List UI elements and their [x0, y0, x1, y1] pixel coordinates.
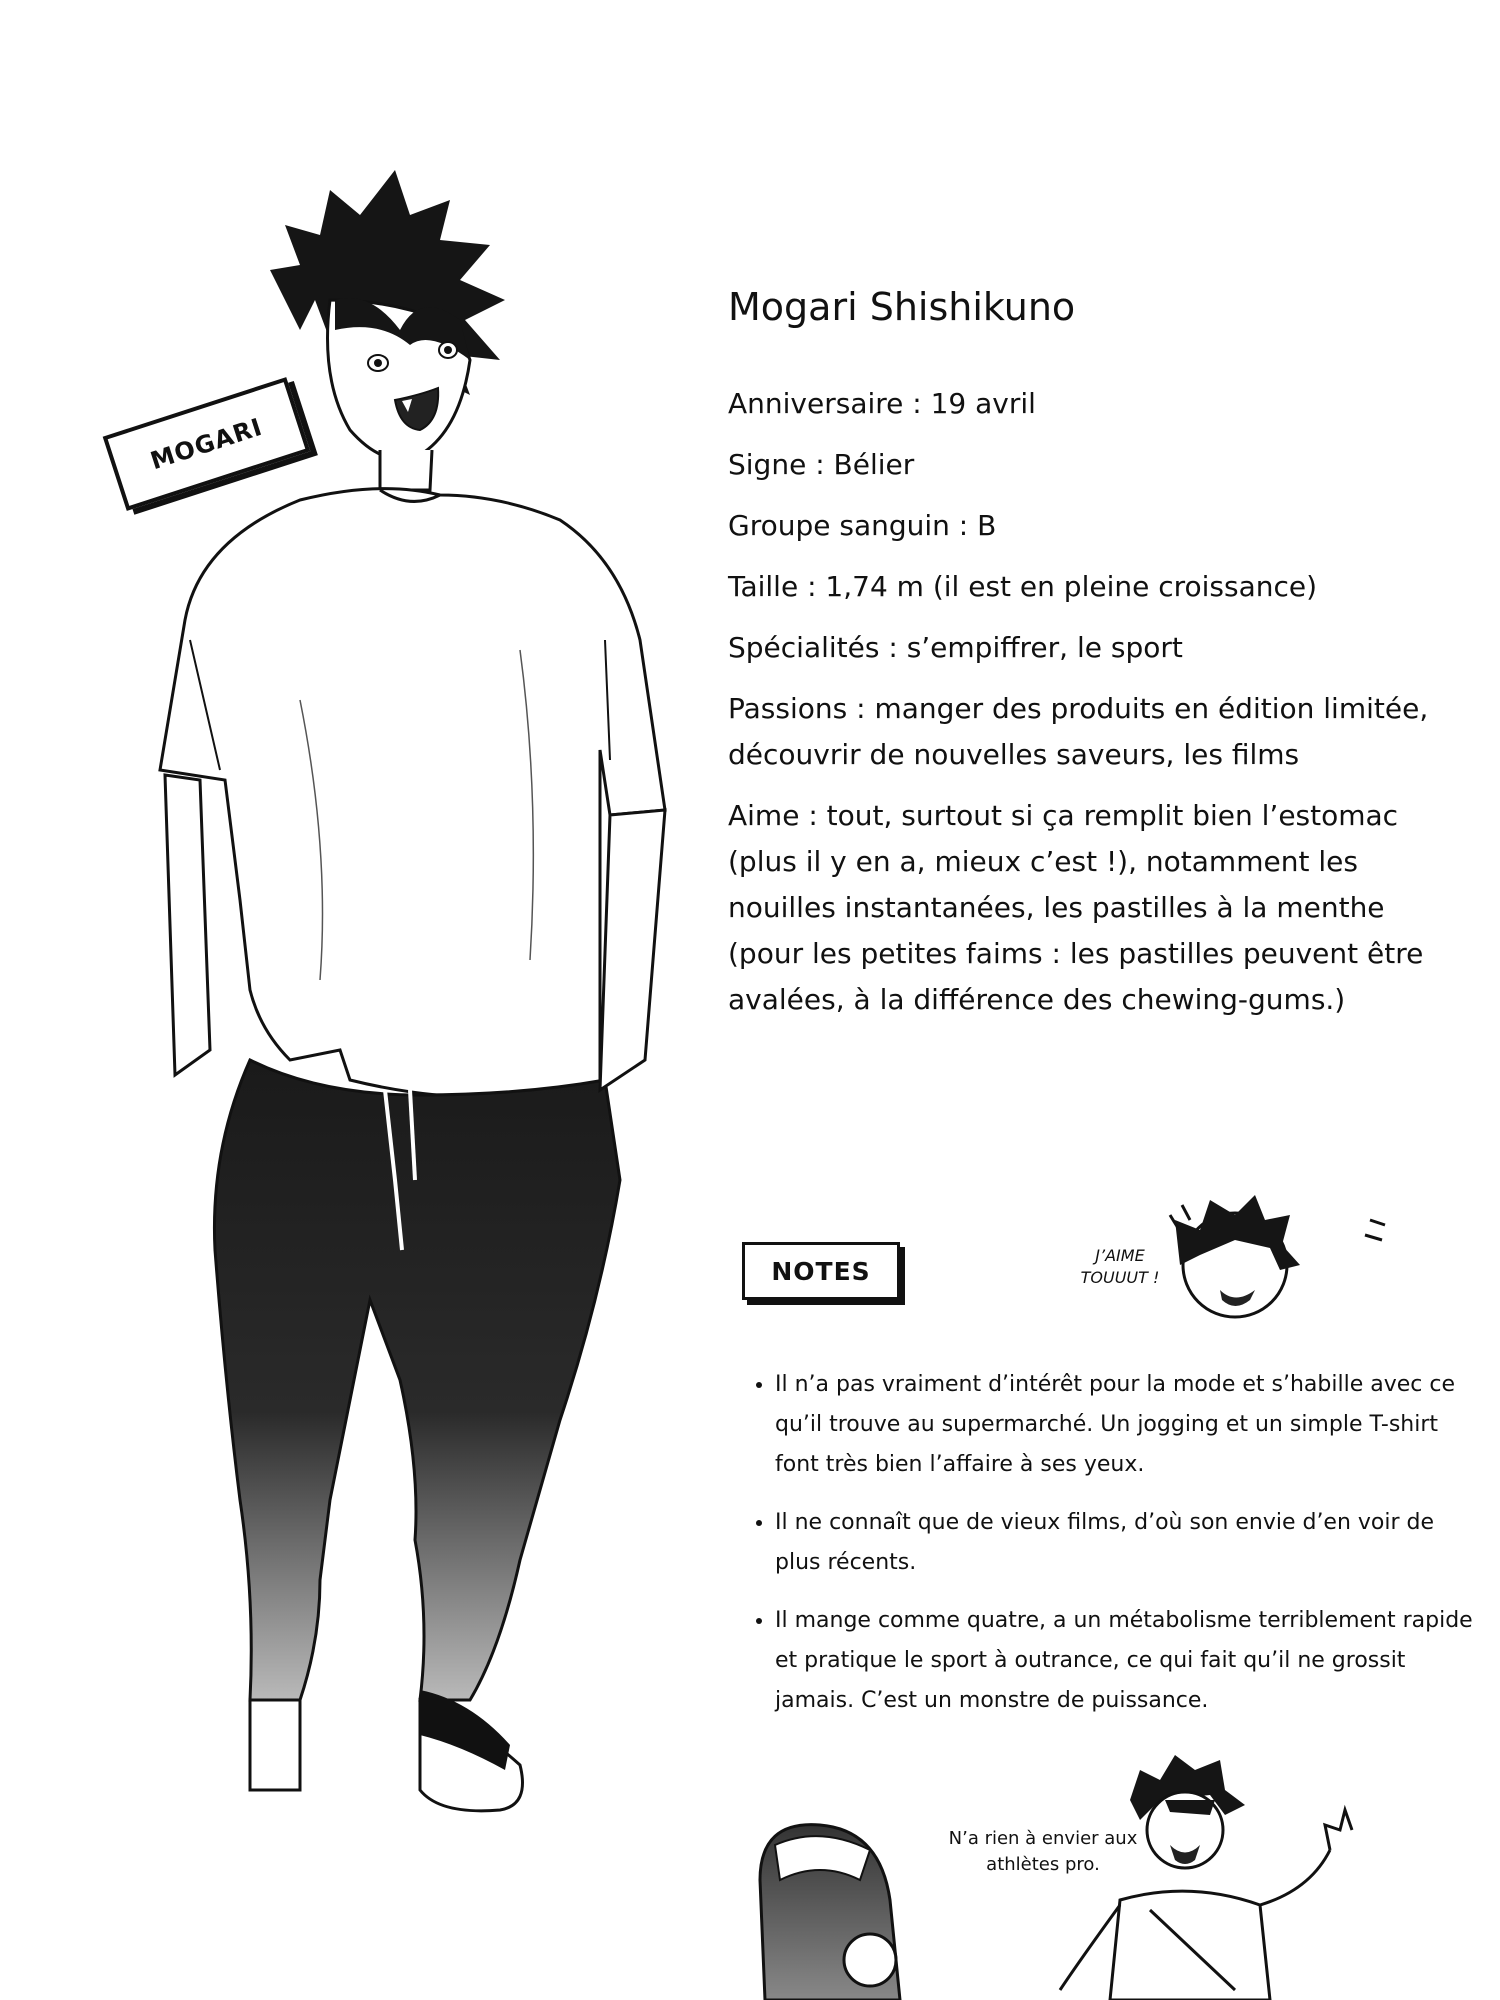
note-item: • Il n’a pas vraiment d’intérêt pour la mode et s’habille avec ce qu’il trouve au supermarché. Un jogging et un simple T-shirt font très bien l’affaire à ses yeux. — [775, 1365, 1475, 1485]
note-item: • Il mange comme quatre, a un métabolisme terriblement rapide et pratique le sport à outrance, ce qui fait qu’il ne grossit jamais. C’est un monstre de puissance. — [775, 1601, 1475, 1721]
profile-section — [728, 285, 1468, 1038]
name-tag-label: MOGARI — [147, 412, 266, 476]
fact-sign: Signe : Bélier — [728, 448, 915, 481]
fact-specialties: Spécialités : s’empiffrer, le sport — [728, 631, 1183, 664]
caption-athletes: N’a rien à envier aux athlètes pro. — [948, 1828, 1138, 1875]
character-name: Mogari Shishikuno — [728, 285, 1076, 329]
mouth-pin-illustration — [760, 1825, 900, 2000]
notes-heading: NOTES — [771, 1256, 871, 1286]
fact-passions: Passions : manger des produits en édition limitée, découvrir de nouvelles saveurs, les films — [728, 692, 1429, 771]
fact-blood-type: Groupe sanguin : B — [728, 509, 997, 542]
chibi-head-illustration — [1170, 1195, 1385, 1317]
speech-text-jaime: J’AIME TOUUUT ! — [1080, 1246, 1160, 1287]
fact-likes: Aime : tout, surtout si ça remplit bien l’estomac (plus il y en a, mieux c’est !), notamment les nouilles instantanées, les pastilles à la menthe (pour les petites faims : les pastilles peuvent être avalées, à la différence des chewing-gums.) — [728, 799, 1424, 1016]
profile-facts — [728, 381, 1468, 1023]
notes-heading-box — [742, 1242, 900, 1300]
fact-birthday: Anniversaire : 19 avril — [728, 387, 1036, 420]
fact-height: Taille : 1,74 m (il est en pleine croissance) — [728, 570, 1318, 603]
note-item: • Il ne connaît que de vieux films, d’où son envie d’en voir de plus récents. — [775, 1503, 1475, 1583]
notes-list — [745, 1365, 1475, 1739]
